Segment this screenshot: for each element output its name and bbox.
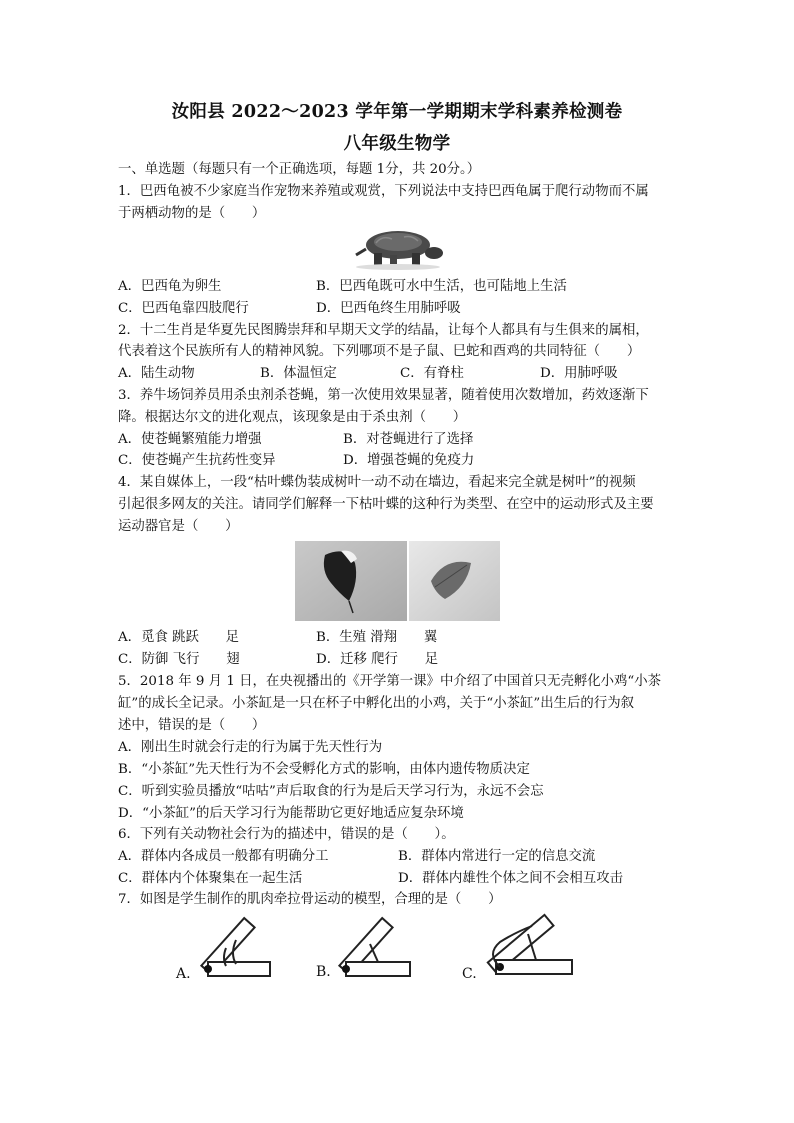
q6-option-d: D．群体内雄性个体之间不会相互攻击 bbox=[398, 871, 623, 886]
q2-option-d: D．用肺呼吸 bbox=[540, 366, 618, 381]
q6-stem-line1: 6．下列有关动物社会行为的描述中，错误的是（ ）。 bbox=[118, 827, 455, 842]
q6-option-a: A．群体内各成员一般都有明确分工 bbox=[118, 849, 329, 864]
q2-option-b: B．体温恒定 bbox=[260, 366, 337, 381]
q4-stem-line1: 4．某自媒体上，一段“枯叶蝶伪装成树叶一动不动在墙边，看起来完全就是树叶”的视频 bbox=[118, 475, 636, 490]
q5-stem-line2: 缸”的成长全记录。小茶缸是一只在杯子中孵化出的小鸡，关于“小茶缸”出生后的行为叙 bbox=[118, 696, 634, 711]
q1-option-a: A．巴西龟为卵生 bbox=[118, 279, 222, 294]
q5-option-b: B．“小茶缸”先天性行为不会受孵化方式的影响，由体内遗传物质决定 bbox=[118, 762, 530, 777]
q7-label-a: A. bbox=[176, 966, 191, 982]
q7-stem-line1: 7．如图是学生制作的肌肉牵拉骨运动的模型，合理的是（ ） bbox=[118, 892, 502, 907]
q6-option-b: B．群体内常进行一定的信息交流 bbox=[398, 849, 596, 864]
q2-option-a: A．陆生动物 bbox=[118, 366, 195, 381]
q3-option-a: A．使苍蝇繁殖能力增强 bbox=[118, 432, 262, 447]
q3-option-d: D．增强苍蝇的免疫力 bbox=[343, 453, 475, 468]
q5-stem-line3: 述中，错误的是（ ） bbox=[118, 718, 266, 733]
q3-option-c: C．使苍蝇产生抗药性变异 bbox=[118, 453, 276, 468]
turtle-image bbox=[346, 225, 446, 271]
q5-option-c: C．听到实验员播放“咕咕”声后取食的行为是后天学习行为，永远不会忘 bbox=[118, 784, 544, 799]
q2-stem-line2: 代表着这个民族所有人的精神风貌。下列哪项不是子鼠、巳蛇和酉鸡的共同特征（ ） bbox=[118, 344, 641, 359]
q3-option-b: B．对苍蝇进行了选择 bbox=[343, 432, 474, 447]
q3-stem-line1: 3．养牛场饲养员用杀虫剂杀苍蝇，第一次使用效果显著，随着使用次数增加，药效逐渐下 bbox=[118, 388, 649, 403]
section-heading: 一、单选题（每题只有一个正确选项，每题 1分，共 20分。） bbox=[118, 162, 481, 177]
muscle-model-a bbox=[196, 914, 274, 980]
q4-option-d: D．迁移 爬行 足 bbox=[316, 652, 439, 667]
q1-option-c: C．巴西龟靠四肢爬行 bbox=[118, 301, 249, 316]
q5-stem-line1: 5．2018 年 9 月 1 日，在央视播出的《开学第一课》中介绍了中国首只无壳孵化小鸡“小茶 bbox=[118, 674, 662, 689]
q7-label-b: B. bbox=[316, 964, 331, 980]
q4-stem-line3: 运动器官是（ ） bbox=[118, 519, 239, 534]
q1-stem-line1: 1．巴西龟被不少家庭当作宠物来养殖或观赏，下列说法中支持巴西龟属于爬行动物而不属 bbox=[118, 184, 649, 199]
q3-stem-line2: 降。根据达尔文的进化观点，该现象是由于杀虫剂（ ） bbox=[118, 410, 467, 425]
q1-stem-line2: 于两栖动物的是（ ） bbox=[118, 206, 266, 221]
q2-stem-line1: 2．十二生肖是华夏先民图腾崇拜和早期天文学的结晶，让每个人都具有与生俱来的属相， bbox=[118, 323, 649, 338]
muscle-model-b bbox=[334, 914, 414, 980]
q2-option-c: C．有脊柱 bbox=[400, 366, 464, 381]
exam-subtitle: 八年级生物学 bbox=[343, 134, 451, 154]
exam-title: 汝阳县 2022～2023 学年第一学期期末学科素养检测卷 bbox=[171, 102, 623, 122]
muscle-model-c bbox=[480, 910, 576, 980]
q7-label-c: C. bbox=[462, 966, 477, 982]
q5-option-a: A．刚出生时就会行走的行为属于先天性行为 bbox=[118, 740, 383, 755]
q1-option-b: B．巴西龟既可水中生活，也可陆地上生活 bbox=[316, 279, 567, 294]
q1-option-d: D．巴西龟终生用肺呼吸 bbox=[316, 301, 461, 316]
q4-option-a: A．觅食 跳跃 足 bbox=[118, 630, 240, 645]
butterfly-photos bbox=[295, 541, 500, 621]
q4-option-c: C．防御 飞行 翅 bbox=[118, 652, 240, 667]
q6-option-c: C．群体内个体聚集在一起生活 bbox=[118, 871, 303, 886]
q5-option-d: D．“小茶缸”的后天学习行为能帮助它更好地适应复杂环境 bbox=[118, 806, 464, 821]
q4-stem-line2: 引起很多网友的关注。请同学们解释一下枯叶蝶的这种行为类型、在空中的运动形式及主要 bbox=[118, 497, 654, 512]
q4-option-b: B．生殖 滑翔 翼 bbox=[316, 630, 438, 645]
